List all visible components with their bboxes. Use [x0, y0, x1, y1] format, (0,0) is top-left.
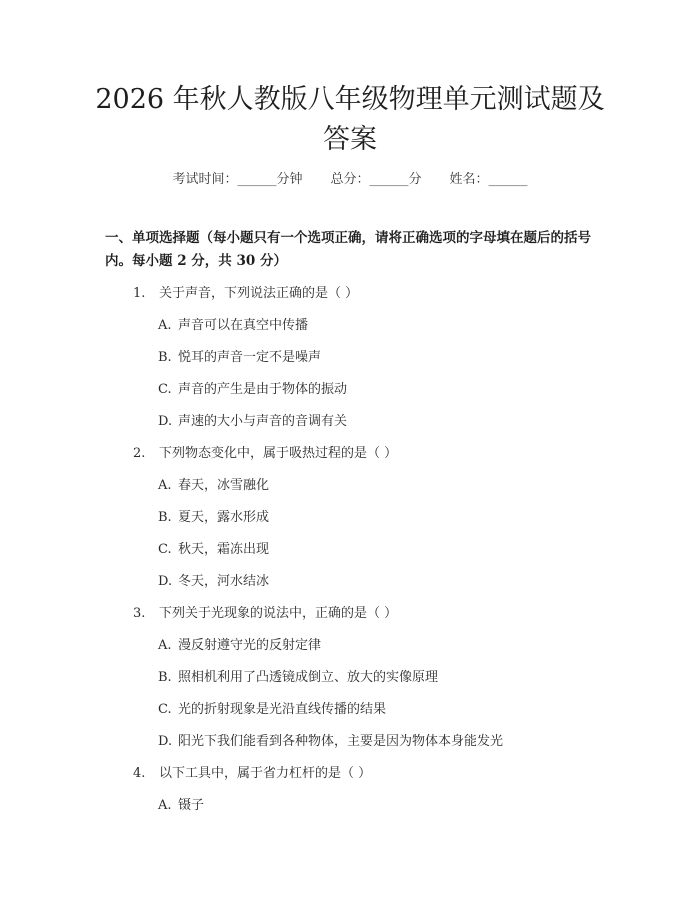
- option-1d: [158, 410, 347, 429]
- option-4a: [158, 794, 204, 813]
- option-label: D.: [158, 414, 173, 429]
- option-label: B.: [158, 670, 172, 685]
- option-label: D.: [158, 734, 173, 749]
- option-text: 漫反射遵守光的反射定律: [178, 638, 322, 653]
- option-label: C.: [158, 702, 172, 717]
- question-1: [133, 282, 358, 301]
- option-label: A.: [158, 318, 172, 333]
- option-text: 秋天，霜冻出现: [178, 542, 270, 557]
- question-number: 1.: [133, 286, 146, 301]
- option-text: 声速的大小与声音的音调有关: [178, 414, 348, 429]
- question-text: 关于声音，下列说法正确的是（ ）: [159, 286, 359, 301]
- page-title: 2026 年秋人教版八年级物理单元测试题及答案: [95, 84, 605, 155]
- exam-time: 考试时间：______分钟: [172, 172, 303, 187]
- option-label: D.: [158, 574, 173, 589]
- question-text: 以下工具中，属于省力杠杆的是（ ）: [159, 766, 372, 781]
- option-text: 悦耳的声音一定不是噪声: [178, 350, 322, 365]
- option-text: 春天，冰雪融化: [178, 478, 270, 493]
- option-label: C.: [158, 542, 172, 557]
- option-3d: [158, 730, 503, 749]
- option-text: 冬天，河水结冰: [178, 574, 270, 589]
- option-label: A.: [158, 478, 172, 493]
- question-text: 下列物态变化中，属于吸热过程的是（ ）: [159, 446, 398, 461]
- option-label: A.: [158, 638, 172, 653]
- option-text: 阳光下我们能看到各种物体，主要是因为物体本身能发光: [178, 734, 504, 749]
- option-3a: [158, 634, 321, 653]
- option-1c: [158, 378, 347, 397]
- option-2a: [158, 474, 269, 493]
- option-text: 照相机利用了凸透镜成倒立、放大的实像原理: [178, 670, 439, 685]
- option-label: A.: [158, 798, 172, 813]
- option-2c: [158, 538, 269, 557]
- exam-meta: [0, 168, 700, 187]
- option-label: C.: [158, 382, 172, 397]
- option-text: 声音可以在真空中传播: [178, 318, 309, 333]
- section-heading: 一、单项选择题（每小题只有一个选项正确，请将正确选项的字母填在题后的括号内。每小题 2 分，共 30 分）: [105, 230, 591, 269]
- question-text: 下列关于光现象的说法中，正确的是（ ）: [159, 606, 398, 621]
- option-3b: [158, 666, 438, 685]
- question-number: 3.: [133, 606, 146, 621]
- question-2: [133, 442, 397, 461]
- question-4: [133, 762, 371, 781]
- option-label: B.: [158, 510, 172, 525]
- exam-name: 姓名：______: [449, 172, 528, 187]
- option-text: 镊子: [178, 798, 205, 813]
- question-number: 4.: [133, 766, 146, 781]
- option-text: 光的折射现象是光沿直线传播的结果: [178, 702, 387, 717]
- option-1b: [158, 346, 321, 365]
- option-text: 夏天，露水形成: [178, 510, 270, 525]
- option-2d: [158, 570, 269, 589]
- option-3c: [158, 698, 386, 717]
- exam-score: 总分：______分: [330, 172, 422, 187]
- option-text: 声音的产生是由于物体的振动: [178, 382, 348, 397]
- question-3: [133, 602, 397, 621]
- option-label: B.: [158, 350, 172, 365]
- option-1a: [158, 314, 308, 333]
- option-2b: [158, 506, 269, 525]
- question-number: 2.: [133, 446, 146, 461]
